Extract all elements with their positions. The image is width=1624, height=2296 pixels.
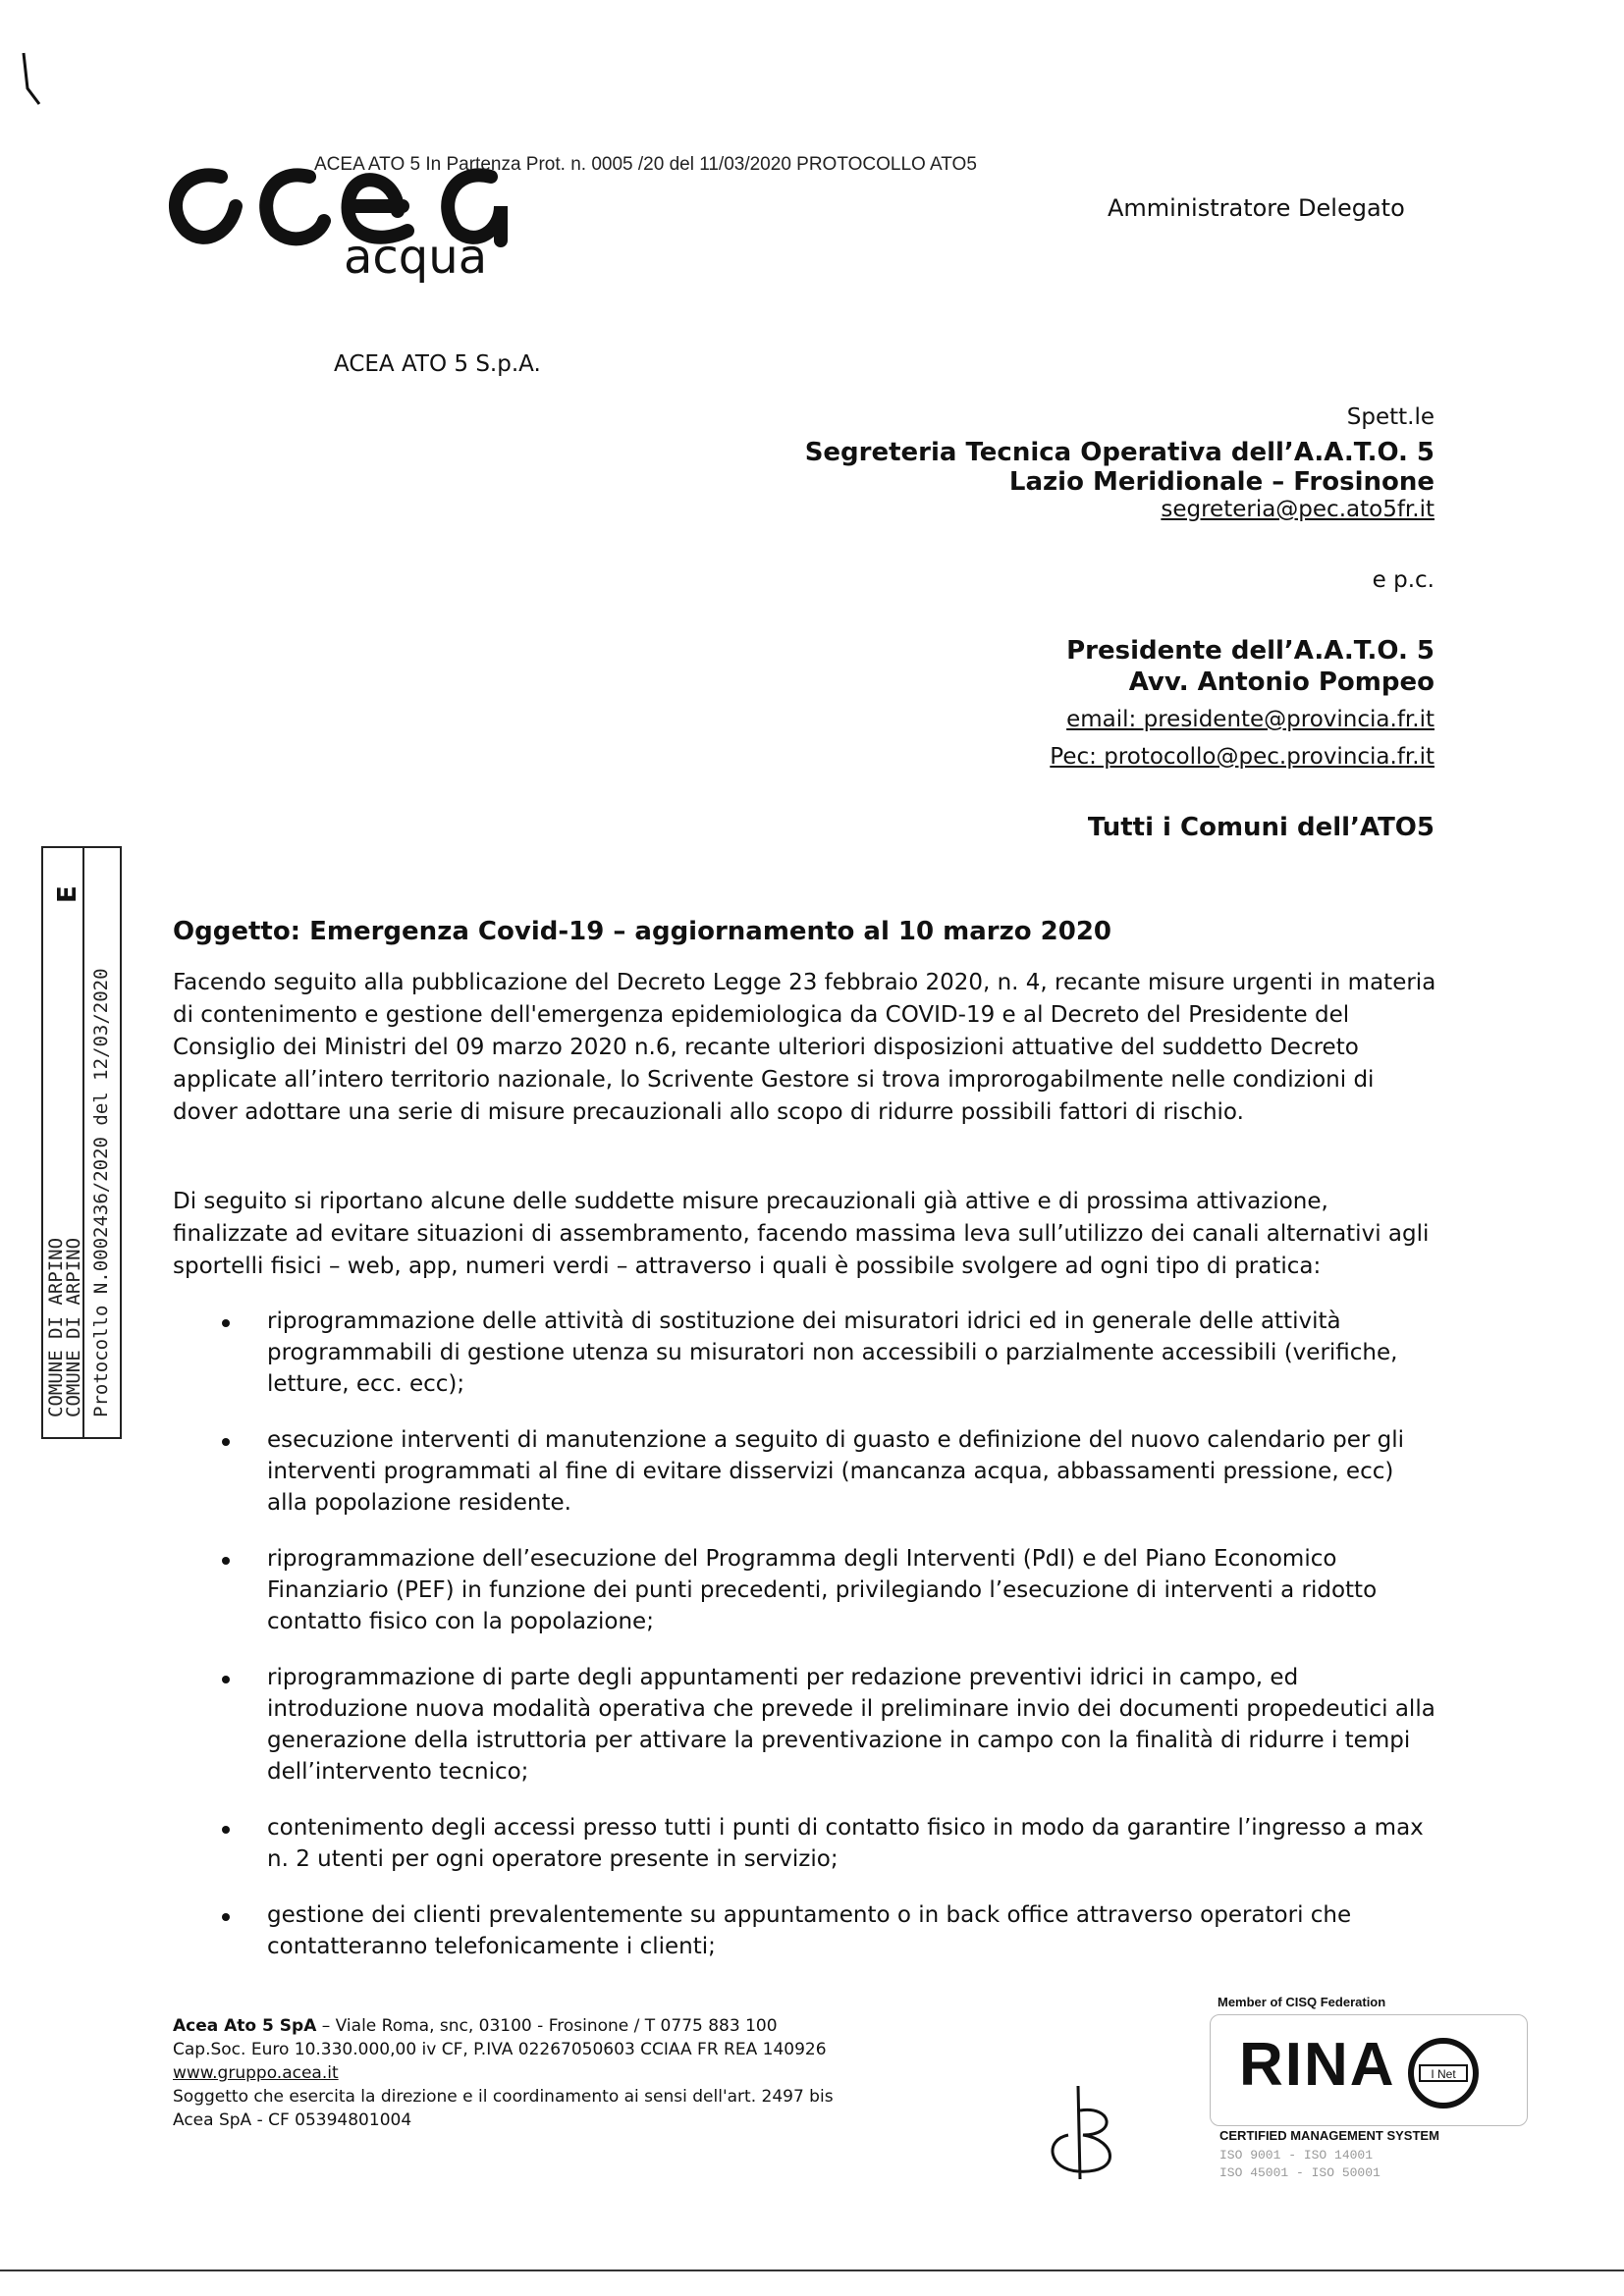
stamp-letter-e: E	[53, 885, 82, 903]
list-item-text: gestione dei clienti prevalentemente su appuntamento o in back office attraverso operatori che contatteranno telefonicamente i clienti;	[267, 1902, 1352, 1959]
protocol-stamp: ACEA ATO 5 In Partenza Prot. n. 0005 /20 del 11/03/2020 PROTOCOLLO ATO5	[314, 154, 977, 175]
bottom-divider	[0, 2269, 1624, 2271]
cert-iso-line-2: ISO 45001 - ISO 50001	[1219, 2165, 1380, 2180]
list-item	[173, 1662, 1439, 1788]
list-item	[173, 1812, 1439, 1875]
footer-capital: Cap.Soc. Euro 10.330.000,00 iv CF, P.IVA 02267050603 CCIAA FR REA 140926	[173, 2040, 827, 2059]
paragraph-2: Di seguito si riportano alcune delle suddette misure precauzionali già attive e di prossima attivazione, finalizzate ad evitare situazioni di assembramento, facendo massima leva sull’utilizzo dei canali alternativi agli sportelli fisici – web, app, numeri verdi – attraverso i quali è possibile svolgere ad ogni tipo di pratica:	[173, 1189, 1430, 1279]
stamp-line-3: Protocollo N.0002436/2020 del 12/03/2020	[90, 968, 112, 1417]
inet-text: I Net	[1431, 2067, 1456, 2081]
list-item	[173, 1424, 1439, 1519]
stamp-line-2: COMUNE DI ARPINO	[63, 1237, 84, 1417]
letter-subject: Oggetto: Emergenza Covid-19 – aggiornamento al 10 marzo 2020	[173, 917, 1112, 946]
recipient-cc-label: e p.c.	[1372, 567, 1435, 593]
list-item-text: riprogrammazione di parte degli appuntamenti per redazione preventivi idrici in campo, ed introduzione nuova modalità operativa che prevede il preliminare invio dei documenti propedeutici alla generazione della istruttoria per attivare la preventivazione in campo con la finalità di ridurre i tempi dell’intervento tecnico;	[267, 1665, 1435, 1785]
certification-badge	[1210, 1995, 1534, 2201]
paragraph-1: Facendo seguito alla pubblicazione del Decreto Legge 23 febbraio 2020, n. 4, recante misure urgenti in materia di contenimento e gestione dell'emergenza epidemiologica da COVID-19 e al Decreto del Presidente del Consiglio dei Ministri del 09 marzo 2020 n.6, recante ulteriori disposizioni attuative del suddetto Decreto applicate all’intero territorio nazionale, lo Scrivente Gestore si trova improrogabilmente nelle condizioni di dover adottare una serie di misure precauzionali allo scopo di ridurre possibili fattori di rischio.	[173, 970, 1436, 1125]
list-item-text: riprogrammazione delle attività di sostituzione dei misuratori idrici ed in generale delle attività programmabili di gestione utenza su misuratori non accessibili o parzialmente accessibili (verifiche, letture, ecc. ecc);	[267, 1308, 1398, 1397]
recipient-presidente-pec[interactable]: Pec: protocollo@pec.provincia.fr.it	[1050, 744, 1435, 770]
cert-system-text: CERTIFIED MANAGEMENT SYSTEM	[1219, 2128, 1439, 2143]
cert-member-text: Member of CISQ Federation	[1218, 1995, 1386, 2009]
list-item-text: contenimento degli accessi presso tutti i punti di contatto fisico in modo da garantire l’ingresso a max n. 2 utenti per ogni operatore presente in servizio;	[267, 1815, 1424, 1872]
stamp-line-1: COMUNE DI ARPINO	[45, 1237, 67, 1417]
corner-pen-mark	[20, 49, 49, 108]
side-protocol-stamp	[41, 846, 122, 1439]
recipient-segreteria-line2: Lazio Meridionale – Frosinone	[1008, 467, 1435, 497]
bullet-icon	[222, 1913, 230, 1921]
recipient-presidente-name: Avv. Antonio Pompeo	[1128, 667, 1435, 697]
footer-address: – Viale Roma, snc, 03100 - Frosinone / T 0775 883 100	[316, 2016, 778, 2036]
footer-direction-1: Soggetto che esercita la direzione e il coordinamento ai sensi dell'art. 2497 bis	[173, 2087, 834, 2107]
cert-iso-line-1: ISO 9001 - ISO 14001	[1219, 2148, 1374, 2163]
recipient-presidente-email[interactable]: email: presidente@provincia.fr.it	[1066, 707, 1435, 732]
list-item-text: esecuzione interventi di manutenzione a seguito di guasto e definizione del nuovo calendario per gli interventi programmati al fine di evitare disservizi (mancanza acqua, abbassamenti pressione, ecc) alla popolazione residente.	[267, 1427, 1405, 1516]
rina-logo: RINA	[1239, 2031, 1396, 2099]
bullet-icon	[222, 1826, 230, 1834]
logo-sub-text: acqua	[344, 230, 488, 285]
footer-website-link[interactable]: www.gruppo.acea.it	[173, 2063, 339, 2083]
inet-logo-icon	[1406, 2036, 1481, 2110]
handwritten-signature	[1029, 2081, 1137, 2189]
sender-role: Amministratore Delegato	[1108, 194, 1405, 222]
bullet-icon	[222, 1438, 230, 1446]
measures-list	[173, 1306, 1439, 1987]
recipient-salutation: Spett.le	[1346, 404, 1435, 430]
bullet-icon	[222, 1676, 230, 1683]
footer-company-info	[173, 2014, 919, 2132]
bullet-icon	[222, 1319, 230, 1327]
sender-company: ACEA ATO 5 S.p.A.	[334, 351, 541, 377]
list-item-text: riprogrammazione dell’esecuzione del Programma degli Interventi (PdI) e del Piano Economico Finanziario (PEF) in funzione dei punti precedenti, privilegiando l’esecuzione di interventi a ridotto contatto fisico con la popolazione;	[267, 1546, 1378, 1634]
list-item	[173, 1306, 1439, 1400]
recipient-comuni: Tutti i Comuni dell’ATO5	[1087, 813, 1435, 842]
footer-company-name: Acea Ato 5 SpA	[173, 2016, 317, 2036]
recipient-segreteria-email[interactable]: segreteria@pec.ato5fr.it	[1161, 497, 1435, 522]
list-item	[173, 1543, 1439, 1637]
bullet-icon	[222, 1557, 230, 1565]
recipient-presidente-line1: Presidente dell’A.A.T.O. 5	[1066, 636, 1435, 666]
recipient-segreteria-line1: Segreteria Tecnica Operativa dell’A.A.T.O. 5	[804, 438, 1435, 467]
footer-direction-2: Acea SpA - CF 05394801004	[173, 2110, 412, 2130]
list-item	[173, 1899, 1439, 1962]
